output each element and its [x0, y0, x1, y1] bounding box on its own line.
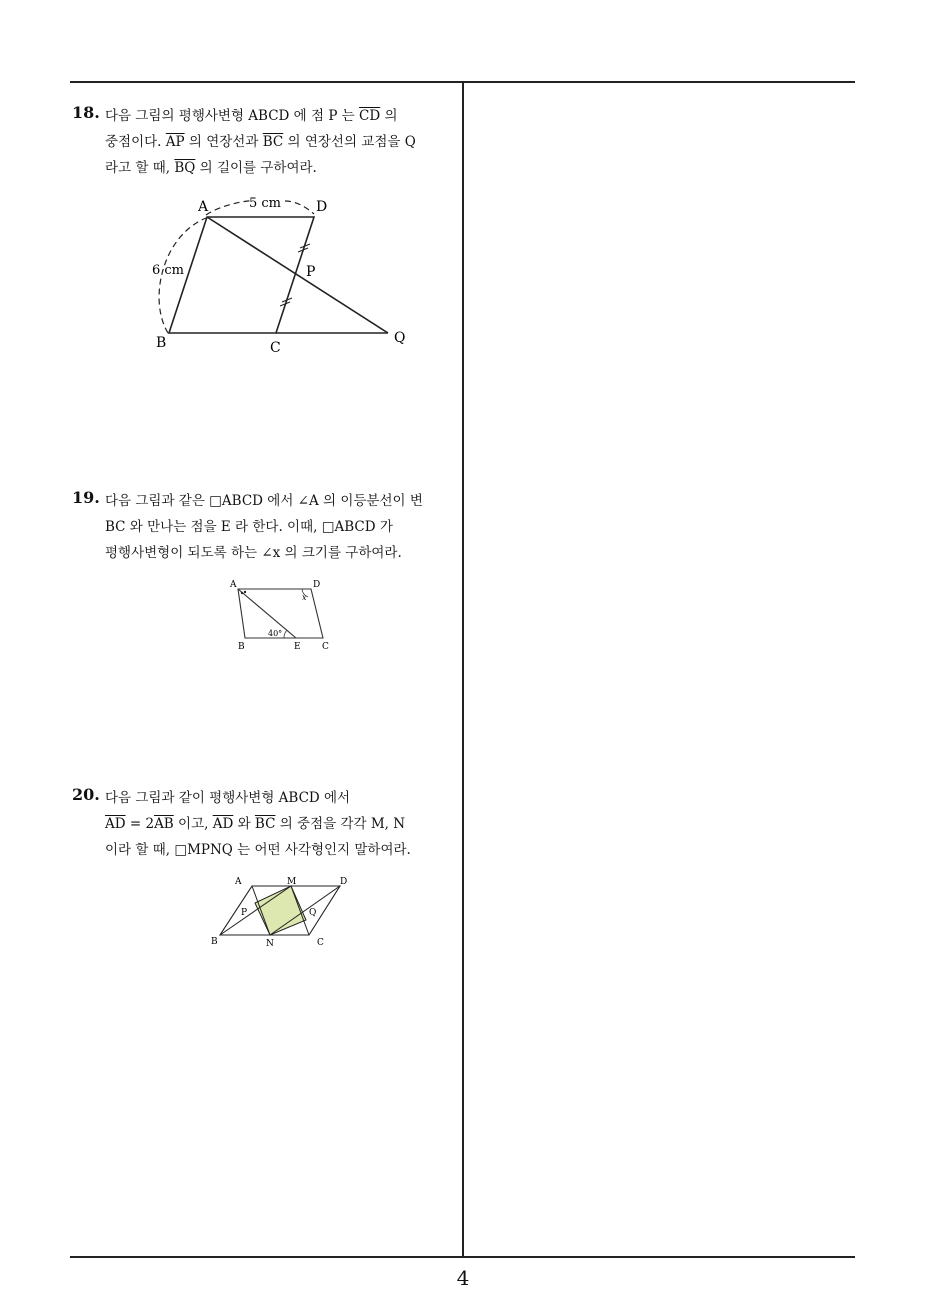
segment-bc: $\overline{BC}$	[254, 816, 276, 832]
line-3: 이라 할 때, □MPNQ 는 어떤 사각형인지 말하여라.	[105, 842, 411, 858]
label-q: Q	[309, 908, 317, 918]
label-c: C	[317, 938, 324, 948]
label-length-ad: 5 cm	[249, 196, 282, 211]
dashed-arc-ad-right	[285, 201, 314, 214]
dashed-arc-ad-left	[206, 201, 252, 215]
problem-text	[105, 103, 457, 181]
column-divider	[462, 82, 464, 1258]
text-run: 중점이다.	[105, 134, 166, 150]
text-run: 의 중점을 각각 M, N	[275, 816, 406, 832]
label-a: A	[198, 199, 209, 215]
figure-20-parallelogram	[205, 872, 360, 952]
label-b: B	[238, 642, 245, 652]
line-2	[105, 811, 457, 837]
label-x: x	[302, 593, 307, 602]
problem-number: 18.	[72, 103, 100, 122]
text-run: 와	[233, 816, 255, 832]
segment-cd: $\overline{CD}$	[359, 108, 381, 124]
label-length-ab: 6 cm	[152, 263, 185, 278]
label-e: E	[294, 642, 301, 652]
angle-mark-dot	[244, 591, 246, 593]
segment-bq: $\overline{BQ}$	[174, 160, 196, 176]
text-run: 다음 그림의 평행사변형 ABCD 에 점 P 는	[105, 108, 360, 124]
segment-ab: $\overline{AB}$	[154, 816, 174, 832]
segment-bc: $\overline{BC}$	[262, 134, 284, 150]
label-a: A	[235, 877, 242, 887]
angle-bisector-ae	[238, 589, 296, 638]
text-run: 라고 할 때,	[105, 160, 175, 176]
label-b: B	[211, 937, 218, 947]
label-c: C	[322, 642, 329, 652]
label-b: B	[156, 335, 167, 351]
figure-18-parallelogram	[140, 190, 420, 360]
text-run: = 2	[125, 816, 155, 832]
line-1	[105, 103, 457, 129]
segment-ad: $\overline{AD}$	[105, 816, 126, 832]
label-angle-40: 40°	[268, 629, 283, 638]
label-p: P	[306, 264, 316, 280]
angle-arc-40	[284, 630, 287, 638]
line-3: 평행사변형이 되도록 하는 ∠x 의 크기를 구하여라.	[105, 545, 402, 561]
parallelogram-abcd	[169, 217, 314, 333]
label-d: D	[340, 877, 348, 887]
segment-ap: $\overline{AP}$	[165, 134, 185, 150]
text-run: 의 길이를 구하여라.	[195, 160, 317, 176]
line-3	[105, 155, 457, 181]
page-number: 4	[456, 1266, 470, 1290]
label-d: D	[316, 199, 328, 215]
text-run: 의 연장선과	[184, 134, 263, 150]
label-q: Q	[394, 330, 406, 346]
problem-18	[72, 103, 457, 181]
problem-19	[72, 488, 457, 566]
label-n: N	[266, 939, 274, 949]
problem-text	[105, 488, 457, 566]
segment-ad: $\overline{AD}$	[212, 816, 234, 832]
label-c: C	[270, 340, 281, 356]
line-aq	[207, 217, 388, 333]
label-d: D	[313, 580, 321, 590]
label-a: A	[230, 580, 237, 590]
text-run: 의 연장선의 교점을 Q	[283, 134, 416, 150]
problem-text	[105, 785, 457, 863]
problem-20	[72, 785, 457, 863]
line-1: 다음 그림과 같이 평행사변형 ABCD 에서	[105, 790, 351, 806]
line-2	[105, 129, 457, 155]
text-run: 이고,	[173, 816, 213, 832]
problem-number: 20.	[72, 785, 100, 804]
text-run: 의	[380, 108, 398, 124]
line-2: BC 와 만나는 점을 E 라 한다. 이때, □ABCD 가	[105, 519, 393, 535]
line-1: 다음 그림과 같은 □ABCD 에서 ∠A 의 이등분선이 변	[105, 493, 423, 509]
angle-mark-dot	[241, 592, 243, 594]
label-p: P	[241, 908, 248, 918]
problem-number: 19.	[72, 488, 100, 507]
label-m: M	[287, 877, 297, 887]
figure-19-quadrilateral	[222, 575, 342, 655]
bottom-rule	[70, 1256, 855, 1258]
